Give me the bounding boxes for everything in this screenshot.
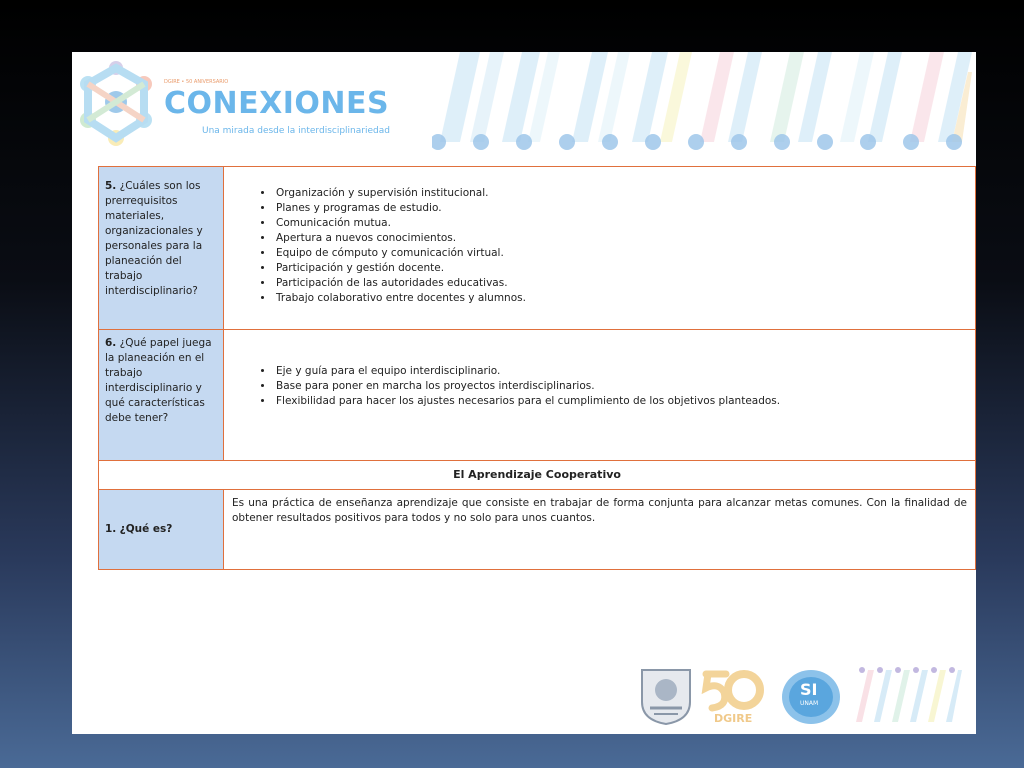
si-logo-text: SI [800,680,818,699]
question-text: ¿Cuáles son los prerrequisitos materiales, organizacionales y personales para la planeación del trabajo interdisciplinario? [105,180,203,297]
question-text: ¿Qué es? [119,523,173,535]
list-item: • Participación de las autoridades educativas. [274,276,975,291]
si-logo-subtext: UNAM [800,700,819,707]
list-item: • Eje y guía para el equipo interdisciplinario. [274,364,975,379]
footer-stripes-icon [852,666,962,726]
section-title: El Aprendizaje Cooperativo [453,468,621,481]
logo-subtitle: Una mirada desde la interdisciplinariedad [202,126,390,136]
answer-list [224,330,975,409]
table-row [99,330,976,461]
answer-list [224,167,975,306]
slide [72,52,976,734]
list-item: • Base para poner en marcha los proyectos interdisciplinarios. [274,379,975,394]
list-item: • Planes y programas de estudio. [274,201,975,216]
question-number: 1. [105,523,117,535]
table-row [99,167,976,330]
answer-cell [224,330,976,461]
header-banner [72,52,976,162]
question-cell [99,330,224,461]
footer-logos [632,664,972,730]
logo-title: CONEXIONES [164,86,390,121]
question-cell [99,490,224,570]
answer-paragraph: Es una práctica de enseñanza aprendizaje que consiste en trabajar de forma conjunta para alcanzar metas comunes. Con la finalidad de obtener resultados positivos para todos y no solo para unos cuantos. [232,497,967,524]
table-row [99,461,976,490]
content-table [98,166,976,570]
list-item: • Trabajo colaborativo entre docentes y alumnos. [274,291,975,306]
question-number: 6. [105,337,117,349]
question-number: 5. [105,180,117,192]
list-item: • Participación y gestión docente. [274,261,975,276]
answer-cell [224,490,976,570]
question-text: ¿Qué papel juega la planeación en el trabajo interdisciplinario y qué características debe tener? [105,337,212,424]
list-item: • Organización y supervisión institucional. [274,186,975,201]
question-cell [99,167,224,330]
table-row [99,490,976,570]
conexiones-logo-icon [74,60,158,152]
decorative-stripes [432,52,972,152]
list-item: • Apertura a nuevos conocimientos. [274,231,975,246]
list-item: • Comunicación mutua. [274,216,975,231]
section-title-cell [99,461,976,490]
unam-shield-icon [638,666,694,726]
logo-top-text: DGIRE • 50 ANIVERSARIO [164,79,229,85]
dgire-logo-text: DGIRE [714,712,753,725]
answer-cell [224,167,976,330]
list-item: • Equipo de cómputo y comunicación virtual. [274,246,975,261]
list-item: • Flexibilidad para hacer los ajustes necesarios para el cumplimiento de los objetivos planteados. [274,394,975,409]
